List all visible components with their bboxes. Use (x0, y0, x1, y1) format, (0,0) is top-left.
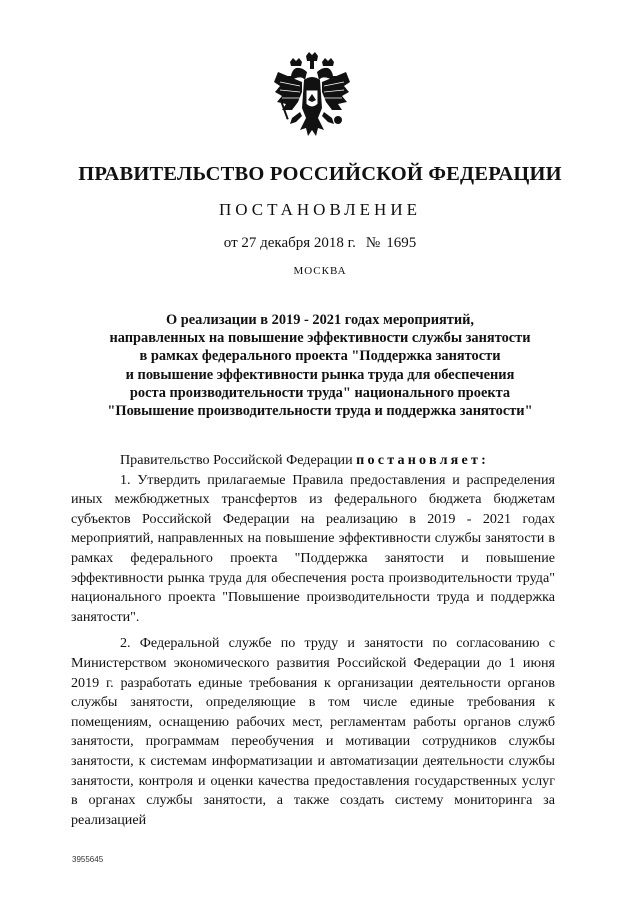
heading-line: направленных на повышение эффективности службы занятости (109, 330, 531, 347)
paragraph-2: 2. Федеральной службе по труду и занятости по согласованию с Министерством экономического развития Российской Федерации до 1 июня 2019 г. разработать единые требования к организации деятельности органов службы занятости, определяющие в том числе единые требования к помещениям, оснащению рабочих мест, регламентам работы органов служб занятости, программам переобучения и мотивации сотрудников службы занятости, к системам информатизации и автоматизации деятельности службы занятости, контроля и оценки качества предоставления государственных услуг в органах службы занятости, а также создать систему мониторинга за реализацией (71, 635, 555, 828)
city-name: МОСКВА (293, 265, 347, 277)
decree-heading (70, 311, 570, 420)
document-type: ПОСТАНОВЛЕНИЕ (218, 200, 421, 219)
decree-body (71, 451, 555, 830)
preamble-verb: постановляет: (356, 452, 489, 468)
preamble-text: Правительство Российской Федерации (120, 452, 353, 468)
coat-of-arms-emblem (272, 52, 352, 140)
number-sign: № (365, 235, 381, 251)
government-title: ПРАВИТЕЛЬСТВО РОССИЙСКОЙ ФЕДЕРАЦИИ (78, 163, 562, 185)
decree-date: от 27 декабря 2018 г. (223, 235, 356, 251)
heading-line: "Повышение производительности труда и поддержка занятости" (107, 403, 533, 420)
heading-line: О реализации в 2019 - 2021 годах мероприятий, (165, 312, 475, 328)
heading-line: и повышение эффективности рынка труда для обеспечения (125, 366, 515, 383)
document-code: 3955645 (72, 855, 104, 864)
heading-line: в рамках федерального проекта "Поддержка занятости (139, 348, 501, 365)
decree-number: 1695 (386, 235, 417, 251)
heading-line: роста производительности труда" национального проекта (129, 384, 511, 401)
paragraph-1: 1. Утвердить прилагаемые Правила предоставления и распределения иных межбюджетных трансфертов из федерального бюджета бюджетам субъектов Российской Федерации на реализацию в 2019 - 2021 годах мероприятий, направленных на повышение эффективности службы занятости в рамках федерального проекта "Поддержка занятости и повышение эффективности рынка труда для обеспечения роста производительности труда" национального проекта "Повышение производительности труда и поддержка занятости". (71, 471, 555, 625)
preamble (71, 451, 555, 471)
decree-date-number (0, 235, 640, 252)
